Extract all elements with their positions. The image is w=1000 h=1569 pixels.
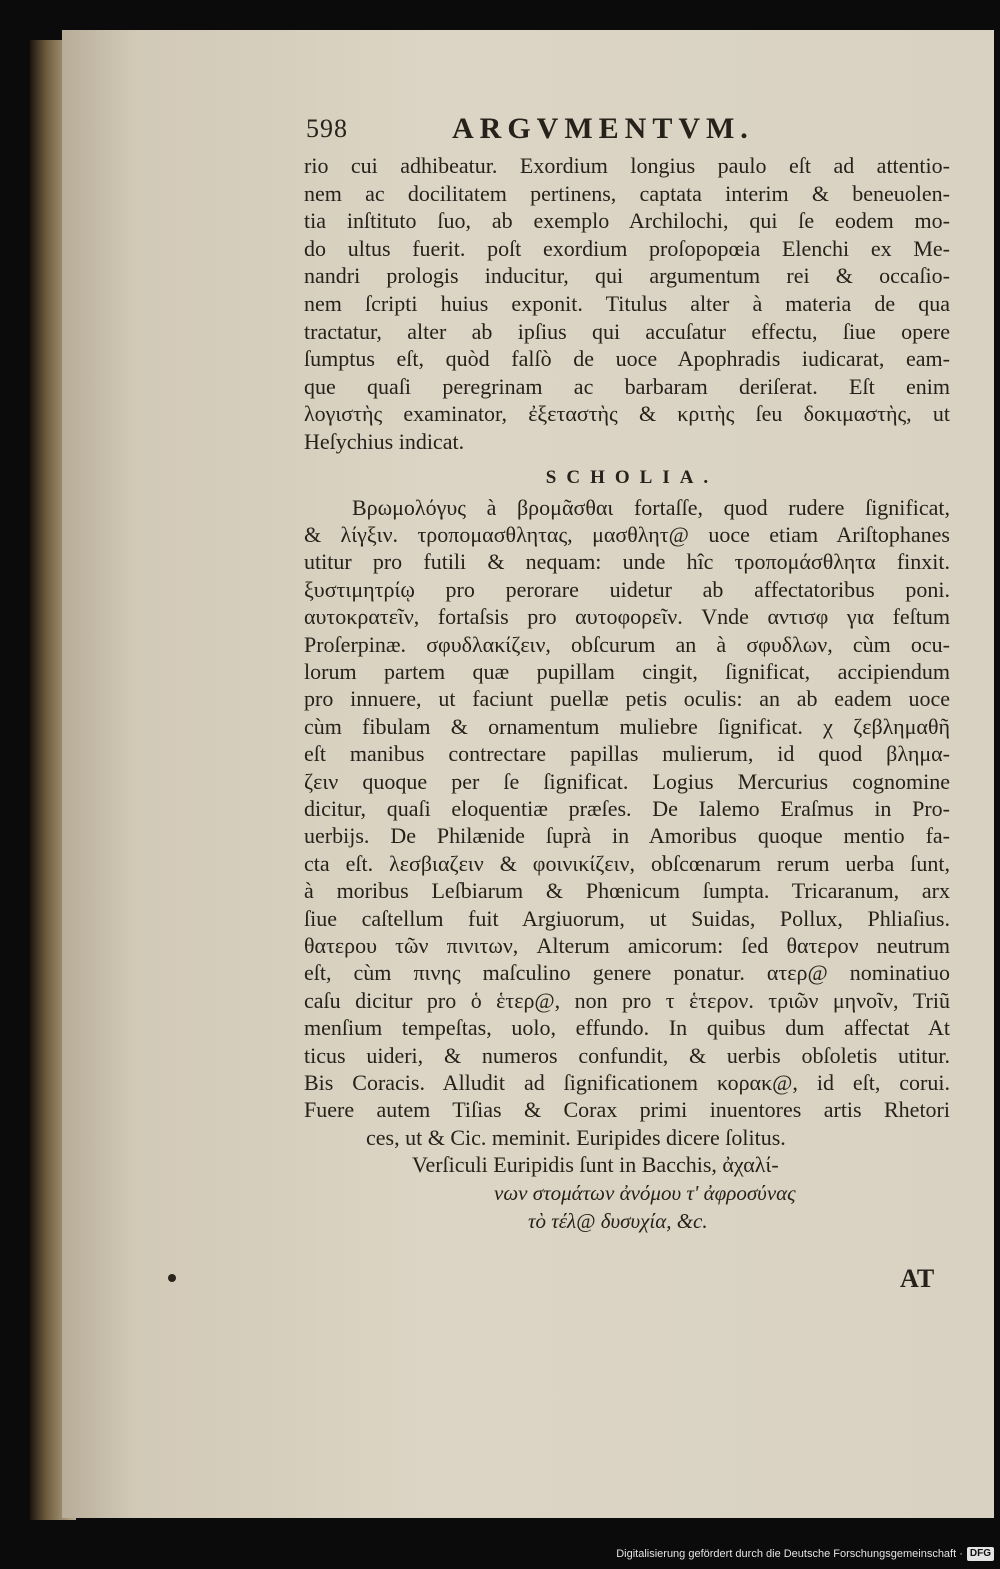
text-line: λογιστὴς examinator, ἐξεταστὴς & κριτὴς ſeu δοκιμαστὴς, ut xyxy=(304,401,950,427)
argumentum-paragraph xyxy=(304,152,950,456)
text-line: Fuere autem Tiſias & Corax primi inuentores artis Rhetori xyxy=(304,1097,950,1123)
text-line: tia inſtituto ſuo, ab exemplo Archilochi, qui ſe eodem mo- xyxy=(304,208,950,234)
text-line: nem ac docilitatem pertinens, captata interim & beneuolen- xyxy=(304,180,950,206)
text-line: Proſerpinæ. σφυδλακίζειν, obſcurum an à σφυδλων, cùm ocu- xyxy=(304,631,950,657)
text-line: αυτοκρατεῖν, fortaſsis pro αυτοφορεῖν. Vnde αντισφ για feſtum xyxy=(304,604,950,630)
text-line: à moribus Leſbiarum & Phœnicum ſumpta. Tricaranum, arx xyxy=(304,878,950,904)
text-line: ces, ut & Cic. meminit. Euripides dicere ſolitus. xyxy=(366,1124,786,1150)
text-line: menſium tempeſtas, uolo, effundo. In quibus dum affectat At xyxy=(304,1015,950,1041)
text-line: ζειν quoque per ſe ſignificat. Logius Mercurius cognomine xyxy=(304,768,950,794)
text-line: que quaſi peregrinam ac barbaram deriſerat. Eſt enim xyxy=(304,373,950,399)
text-line: lorum partem quæ pupillam cingit, ſignificat, accipiendum xyxy=(304,658,950,684)
running-head: ARGVMENTVM. xyxy=(452,112,754,145)
text-line: pro innuere, ut faciunt puellæ petis oculis: an ab eadem uoce xyxy=(304,686,950,712)
footer-credit: Digitalisierung gefördert durch die Deutsche Forschungsgemeinschaft · xyxy=(616,1548,963,1560)
dfg-logo-icon: DFG xyxy=(967,1547,994,1561)
text-line: nem ſcripti huius exponit. Titulus alter à materia de qua xyxy=(304,290,950,316)
text-line: Βρωμολόγυς à βρομᾶσθαι fortaſſe, quod rudere ſignificat, xyxy=(352,494,950,520)
text-line: nandri prologis inducitur, qui argumentum rei & occaſio- xyxy=(304,263,950,289)
text-line: uerbijs. De Philænide ſuprà in Amoribus quoque mentio fa- xyxy=(304,823,950,849)
text-line: & λίγξιν. τροπομασθλητας, μασθλητ@ uoce etiam Ariſtophanes xyxy=(304,521,950,547)
scholia-heading: SCHOLIA. xyxy=(545,466,719,488)
page-header xyxy=(304,110,950,152)
text-line: Heſychius indicat. xyxy=(304,428,465,454)
catchword: AT xyxy=(900,1264,935,1293)
text-line: ſiue caſtellum fuit Argiuorum, ut Suidas, Pollux, Phliaſius. xyxy=(304,905,950,931)
text-line: cùm fibulam & ornamentum muliebre ſignificat. χ ζεβλημαθῆ xyxy=(304,713,950,739)
text-line: ticus uideri, & numeros confundit, & uerbis obſoletis utitur. xyxy=(304,1042,950,1068)
text-line: dicitur, quaſi eloquentiæ præſes. De Ialemo Eraſmus in Pro- xyxy=(304,796,950,821)
text-line: θατερου τῶν πινιτων, Alterum amicorum: ſed θατερον neutrum xyxy=(304,933,950,959)
text-line: eſt, cùm πινης maſculino genere ponatur. ατερ@ nominatiuo xyxy=(304,960,950,986)
text-line: utitur pro futili & nequam: unde hîc τροπομάσθλητα finxit. xyxy=(304,549,950,575)
scholia-paragraph xyxy=(304,494,950,1236)
verse-line: τὸ τέλ@ δυσυχία, &c. xyxy=(528,1209,708,1234)
text-line: caſu dicitur pro ὁ ἑτερ@, non pro τ ἑτερον. τριῶν μηνοῖν, Triũ xyxy=(304,987,950,1013)
verse-intro: Verſiculi Euripidis ſunt in Bacchis, ἀχαλί- xyxy=(412,1152,779,1178)
text-line: eſt manibus contrectare papillas mulierum, id quod βλημα- xyxy=(304,741,950,767)
text-block xyxy=(304,110,950,1235)
text-line: tractatur, alter ab ipſius qui accuſatur effectu, ſiue opere xyxy=(304,318,950,344)
verse-line: νων στομάτων ἀνόμου τ' ἀφροσύνας xyxy=(494,1181,796,1206)
ink-spot xyxy=(168,1274,176,1282)
text-line: Bis Coracis. Alludit ad ſignificationem κορακ@, id eſt, corui. xyxy=(304,1070,950,1096)
text-line: rio cui adhibeatur. Exordium longius paulo eſt ad attentio- xyxy=(304,153,950,178)
text-line: ſumptus eſt, quòd falſò de uoce Apophradis iudicarat, eam- xyxy=(304,346,950,372)
text-line: cta eſt. λεσβιαζειν & φοινικίζειν, obſcœnarum rerum uerba ſunt, xyxy=(304,850,950,876)
page-number: 598 xyxy=(306,114,348,143)
text-line: ξυστιμητρίῳ pro perorare uidetur ab affectatoribus poni. xyxy=(304,576,950,602)
digitization-footer xyxy=(616,1547,994,1561)
text-line: do ultus fuerit. poſt exordium proſopopœia Elenchi ex Me- xyxy=(304,235,950,261)
